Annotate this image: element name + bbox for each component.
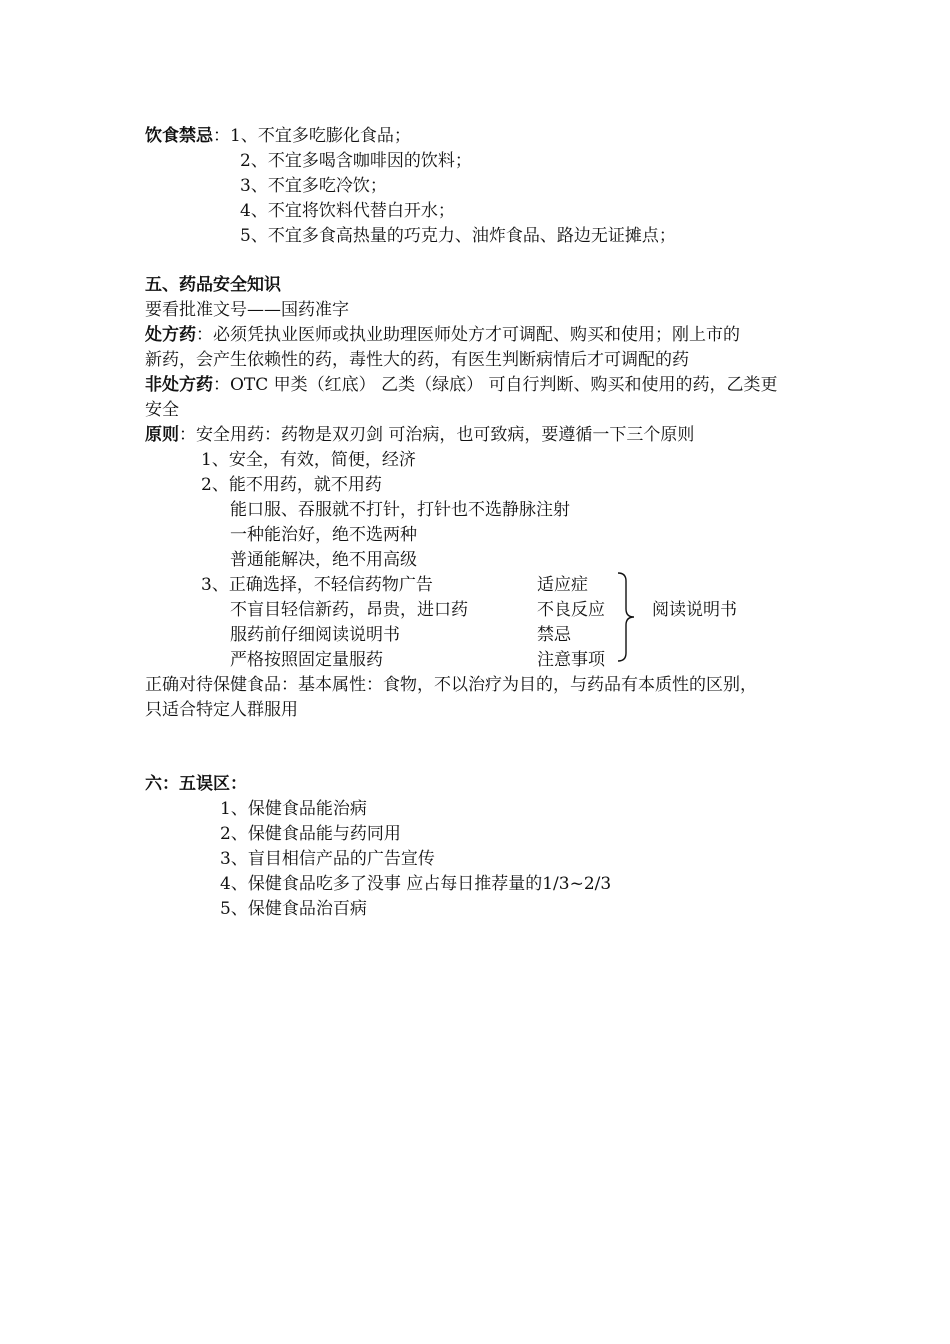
otc-text-1: ：OTC 甲类（红底） 乙类（绿底） 可自行判断、购买和使用的药，乙类更 bbox=[213, 375, 778, 395]
right-brace bbox=[614, 571, 640, 663]
brace-item-contraindications: 禁忌 bbox=[537, 625, 571, 645]
principle-2: 2、能不用药，就不用药 bbox=[201, 475, 382, 495]
otc-line-1 bbox=[145, 373, 778, 398]
health-food-line-1: 正确对待保健食品：基本属性：食物，不以治疗为目的，与药品有本质性的区别， bbox=[145, 675, 757, 695]
misconception-1: 1、保健食品能治病 bbox=[220, 799, 367, 819]
principle-3-sub-3: 严格按照固定量服药 bbox=[230, 650, 383, 670]
principle-2-sub-2: 一种能治好，绝不选两种 bbox=[230, 525, 417, 545]
principle-2-sub-3: 普通能解决，绝不用高级 bbox=[230, 550, 417, 570]
health-food-line-2: 只适合特定人群服用 bbox=[145, 700, 298, 720]
principle-3-sub-2: 服药前仔细阅读说明书 bbox=[230, 625, 400, 645]
brace-label: 阅读说明书 bbox=[652, 600, 737, 620]
misconception-3: 3、盲目相信产品的广告宣传 bbox=[220, 849, 435, 869]
diet-item-2: 2、不宜多喝含咖啡因的饮料； bbox=[240, 151, 472, 171]
section6-heading: 六：五误区： bbox=[145, 774, 247, 794]
principle-1: 1、安全，有效，简便，经济 bbox=[201, 450, 416, 470]
otc-line-2: 安全 bbox=[145, 400, 179, 420]
misconception-2: 2、保健食品能与药同用 bbox=[220, 824, 401, 844]
diet-label: 饮食禁忌 bbox=[145, 126, 213, 146]
rx-label: 处方药 bbox=[145, 325, 196, 345]
approval-number-line: 要看批准文号——国药准字 bbox=[145, 300, 349, 320]
diet-item-4: 4、不宜将饮料代替白开水； bbox=[240, 201, 455, 221]
section5-heading: 五、药品安全知识 bbox=[145, 275, 281, 295]
diet-first-line bbox=[145, 124, 411, 149]
brace-item-adverse-reactions: 不良反应 bbox=[537, 600, 605, 620]
principle-line bbox=[145, 423, 694, 448]
diet-item-1: 1、不宜多吃膨化食品； bbox=[230, 126, 411, 146]
rx-line-2: 新药，会产生依赖性的药，毒性大的药，有医生判断病情后才可调配的药 bbox=[145, 350, 689, 370]
otc-label: 非处方药 bbox=[145, 375, 213, 395]
rx-line-1 bbox=[145, 323, 740, 348]
misconception-5: 5、保健食品治百病 bbox=[220, 899, 367, 919]
diet-item-3: 3、不宜多吃冷饮； bbox=[240, 176, 387, 196]
principle-text: ：安全用药：药物是双刃剑 可治病，也可致病，要遵循一下三个原则 bbox=[179, 425, 695, 445]
principle-3: 3、正确选择，不轻信药物广告 bbox=[201, 575, 433, 595]
rx-text-1: ：必须凭执业医师或执业助理医师处方才可调配、购买和使用；刚上市的 bbox=[196, 325, 740, 345]
brace-item-precautions: 注意事项 bbox=[537, 650, 605, 670]
principle-2-sub-1: 能口服、吞服就不打针，打针也不选静脉注射 bbox=[230, 500, 570, 520]
principle-label: 原则 bbox=[145, 425, 179, 445]
misconception-4: 4、保健食品吃多了没事 应占每日推荐量的1/3~2/3 bbox=[220, 874, 612, 894]
diet-colon: ： bbox=[213, 126, 230, 146]
diet-item-5: 5、不宜多食高热量的巧克力、油炸食品、路边无证摊点； bbox=[240, 226, 676, 246]
brace-item-indications: 适应症 bbox=[537, 575, 588, 595]
principle-3-sub-1: 不盲目轻信新药，昂贵，进口药 bbox=[230, 600, 468, 620]
